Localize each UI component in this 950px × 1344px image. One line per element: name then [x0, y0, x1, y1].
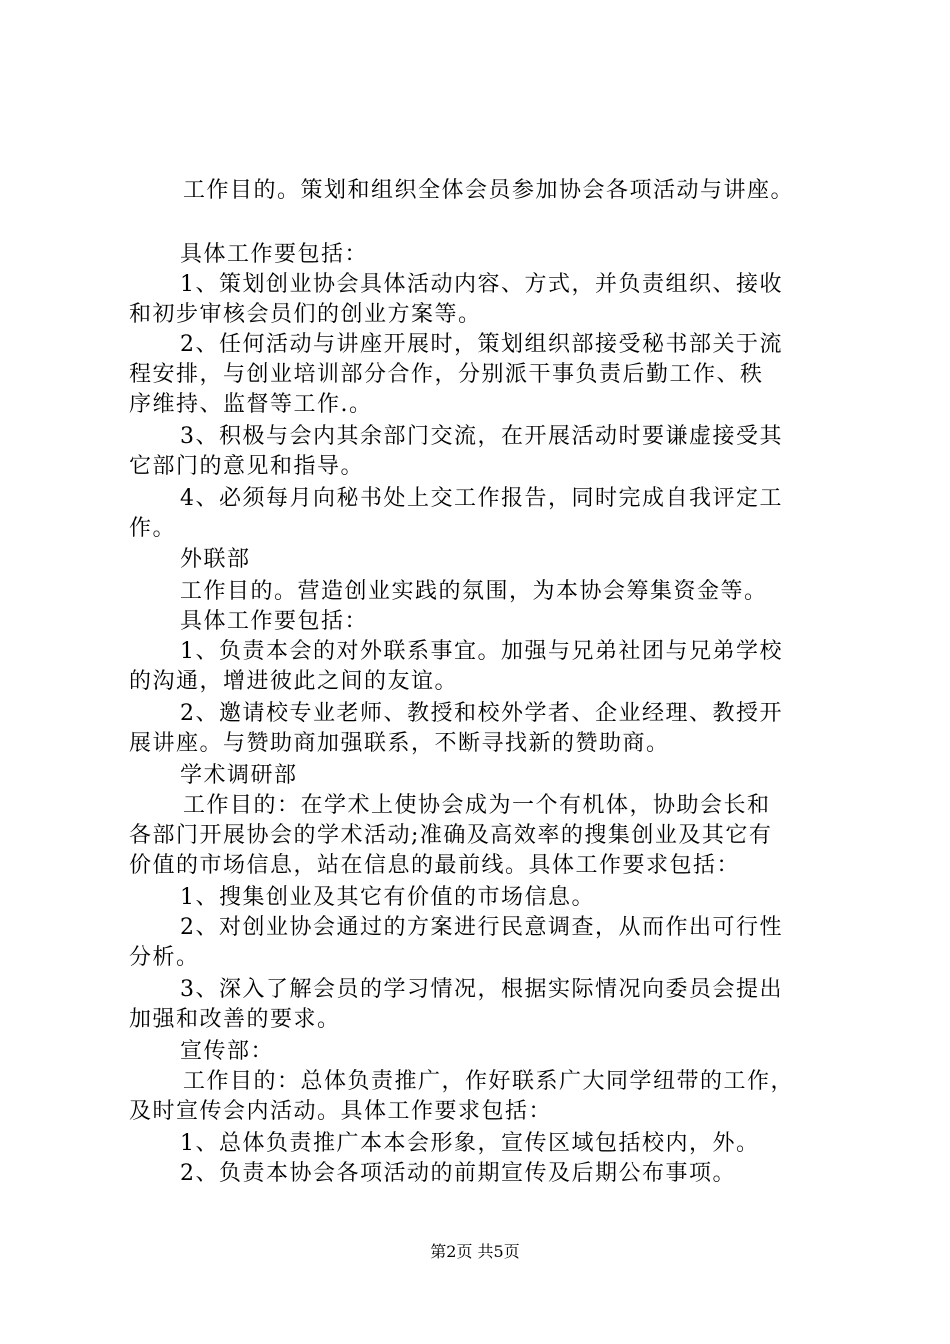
text-line: 作。: [129, 516, 177, 541]
text-line: 和初步审核会员们的创业方案等。: [129, 302, 482, 327]
text-line: 2、任何活动与讲座开展时，策划组织部接受秘书部关于流: [180, 332, 783, 357]
section-heading: 宣传部：: [180, 1039, 275, 1064]
text-line: 4、必须每月向秘书处上交工作报告，同时完成自我评定工: [180, 486, 783, 511]
text-line: 序维持、监督等工作.。: [129, 392, 373, 417]
text-line: 及时宣传会内活动。具体工作要求包括：: [129, 1099, 553, 1124]
section-heading: 学术调研部: [180, 763, 298, 788]
text-line: 2、负责本协会各项活动的前期宣传及后期公布事项。: [180, 1161, 736, 1186]
text-line: 各部门开展协会的学术活动;准确及高效率的搜集创业及其它有: [129, 823, 773, 848]
text-line: 3、积极与会内其余部门交流，在开展活动时要谦虚接受其: [180, 424, 783, 449]
text-line: 具体工作要包括：: [180, 242, 369, 267]
text-line: 工作目的：在学术上使协会成为一个有机体，协助会长和: [183, 793, 771, 818]
text-line: 价值的市场信息，站在信息的最前线。具体工作要求包括：: [129, 853, 741, 878]
text-line: 1、搜集创业及其它有价值的市场信息。: [180, 885, 595, 910]
page-number-footer: 第2页 共5页: [430, 1242, 520, 1261]
text-line: 展讲座。与赞助商加强联系，不断寻找新的赞助商。: [129, 731, 670, 756]
text-line: 程安排，与创业培训部分合作，分别派干事负责后勤工作、秩: [129, 362, 764, 387]
text-line: 加强和改善的要求。: [129, 1007, 341, 1032]
text-line: 1、策划创业协会具体活动内容、方式，并负责组织、接收: [180, 272, 783, 297]
text-line: 它部门的意见和指导。: [129, 454, 365, 479]
text-line: 分析。: [129, 945, 200, 970]
text-line: 1、负责本会的对外联系事宜。加强与兄弟社团与兄弟学校: [180, 639, 783, 664]
text-line: 的沟通，增进彼此之间的友谊。: [129, 669, 459, 694]
text-line: 3、深入了解会员的学习情况，根据实际情况向委员会提出: [180, 977, 783, 1002]
text-line: 2、邀请校专业老师、教授和校外学者、企业经理、教授开: [180, 701, 783, 726]
text-line: 2、对创业协会通过的方案进行民意调查，从而作出可行性: [180, 915, 783, 940]
section-heading: 外联部: [180, 547, 251, 572]
text-line: 1、总体负责推广本本会形象，宣传区域包括校内，外。: [180, 1131, 760, 1156]
text-line: 工作目的：总体负责推广，作好联系广大同学纽带的工作，: [183, 1069, 795, 1094]
text-line: 具体工作要包括：: [180, 609, 369, 634]
text-line: 工作目的。营造创业实践的氛围，为本协会筹集资金等。: [180, 579, 768, 604]
text-line: 工作目的。策划和组织全体会员参加协会各项活动与讲座。: [183, 178, 795, 203]
